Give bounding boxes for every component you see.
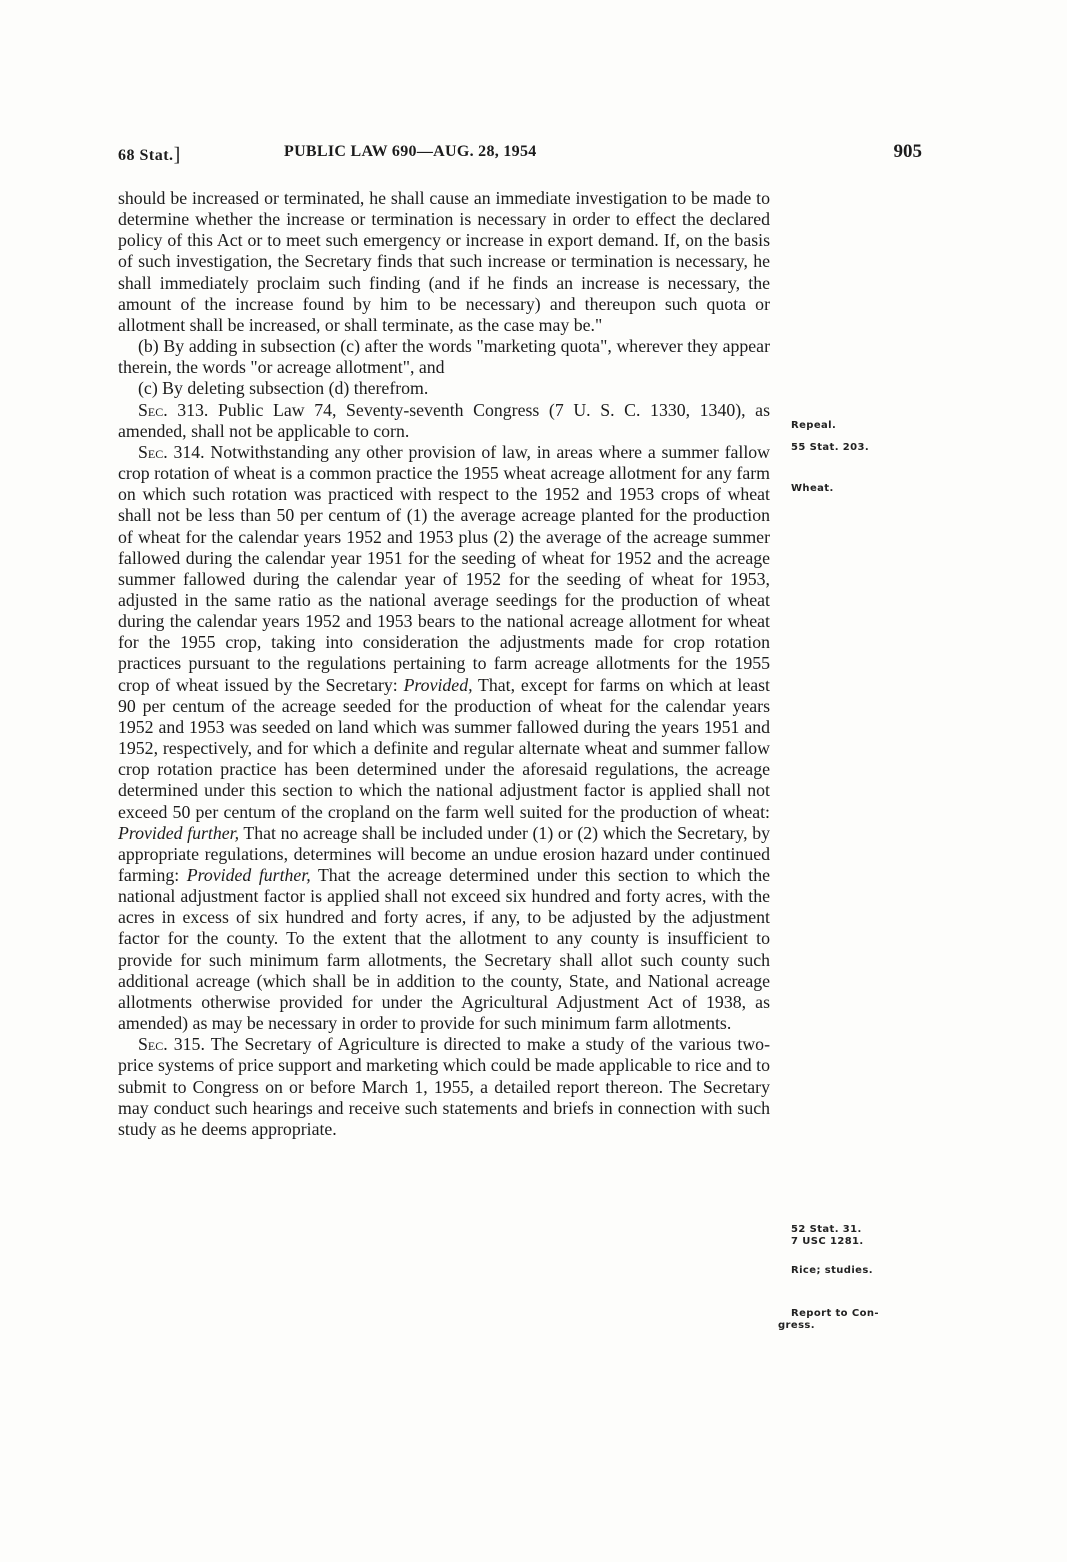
section-313-label: Sec. 313.: [138, 399, 209, 420]
margin-note-wheat: Wheat.: [791, 483, 834, 494]
margin-note-report-cont: gress.: [778, 1320, 815, 1331]
margin-note-55-stat: 55 Stat. 203.: [791, 442, 870, 453]
section-315: [118, 1034, 770, 1140]
section-314-text: Notwithstanding any other provision of law, in areas where a summer fallow crop rotation of wheat is a common practice the 1955 wheat acreage allotment for any farm on which such rotation was practiced with respect to the 1952 and 1953 crops of wheat shall not be less than 50 per centum of (1) the average acreage planted for the production of wheat for the calendar years 1952 and 1953 plus (2) the average of the acreage summer fallowed during the calendar year 1951 for the seeding of wheat for 1952 and the acreage summer fallowed during the calendar year of 1952 for the seeding of wheat for 1953, adjusted in the same ratio as the national average seedings for the production of wheat during the calendar years 1952 and 1953 bears to the national acreage allotment for wheat for the 1955 crop, taking into consideration the adjustments made for crop rotation practices pursuant to the regulations pertaining to farm acreage allotments for the 1955 crop of wheat issued by the Secretary:: [118, 441, 771, 695]
section-313-text: Public Law 74, Seventy-seventh Congress (7 U. S. C. 1330, 1340), as amended, shall not be applicable to corn.: [118, 399, 770, 441]
paragraph-subsection-c: (c) By deleting subsection (d) therefrom.: [138, 378, 429, 399]
margin-note-usc: 7 USC 1281.: [791, 1236, 864, 1247]
statute-reference: 68 Stat.]: [118, 144, 181, 166]
margin-note-52-stat: 52 Stat. 31.: [791, 1224, 862, 1235]
provided-proviso: Provided,: [403, 674, 473, 695]
section-314-text: That, except for farms on which at least 90 per centum of the acreage seeded for the production of wheat for the calendar years 1952 and 1953 was seeded on land which was summer fallowed during the years 1951 and 1952, respectively, and for which a definite and regular alternate wheat and summer fallow crop rotation practice has been determined under the aforesaid regulations, the acreage determined under this section to which the national adjustment factor is applied shall not exceed 50 per centum of the cropland on the farm well suited for the production of wheat:: [118, 674, 770, 822]
section-315-text: The Secretary of Agriculture is directed to make a study of the various two-price systems of price support and marketing which could be made applicable to rice and to submit to Congress on or before March 1, 1955, a detailed report thereon. The Secretary may conduct such hearings and receive such statements and briefs in connection with such study as he deems appropriate.: [118, 1034, 770, 1139]
body-text: [118, 188, 770, 1140]
section-314: [118, 442, 770, 1034]
section-314-text: That the acreage determined under this section to which the national adjustment factor is applied shall not exceed six hundred and forty acres, with the acres in excess of six hundred and forty acres, if any, to be adjusted by the adjustment factor for the county. To the extent that the allotment to any county is insufficient to provide for such minimum farm allotments, the Secretary shall allot such county such additional acreage (which shall be in addition to the county, State, and National acreage allotments otherwise provided for under the Agricultural Adjustment Act of 1938, as amended) as may be necessary in order to provide for such minimum farm allotments.: [118, 865, 770, 1034]
provided-further-proviso: Provided further,: [186, 865, 311, 885]
page-number: 905: [893, 141, 922, 162]
paragraph-subsection-b: (b) By adding in subsection (c) after the words "marketing quota", wherever they appear therein, the words "or acreage allotment", and: [118, 336, 770, 378]
margin-note-report: Report to Con-: [791, 1308, 879, 1319]
paragraph-continuation: should be increased or terminated, he shall cause an immediate investigation to be made to determine whether the increase or termination is necessary in order to effect the declared policy of this Act or to meet such emergency or increase in export demand. If, on the basis of such investigation, the Secretary finds that such increase or termination is necessary, he shall immediately proclaim such finding (and if he finds an increase is necessary, the amount of the increase found by him to be necessary) and thereupon such quota or allotment shall be increased, or shall terminate, as the case may be.": [118, 188, 770, 335]
section-315-label: Sec. 315.: [138, 1034, 205, 1055]
margin-note-repeal: Repeal.: [791, 420, 837, 431]
margin-note-rice: Rice; studies.: [791, 1265, 873, 1276]
provided-further-proviso: Provided further,: [118, 822, 240, 843]
law-title: PUBLIC LAW 690—AUG. 28, 1954: [284, 143, 537, 160]
page-header: [118, 143, 922, 169]
section-314-label: Sec. 314.: [138, 441, 205, 462]
section-313: [118, 400, 770, 442]
section-314-text: That no acreage shall be included under (1) or (2) which the Secretary, by appropriate regulations, determines will become an undue erosion hazard under continued farming:: [118, 822, 770, 885]
